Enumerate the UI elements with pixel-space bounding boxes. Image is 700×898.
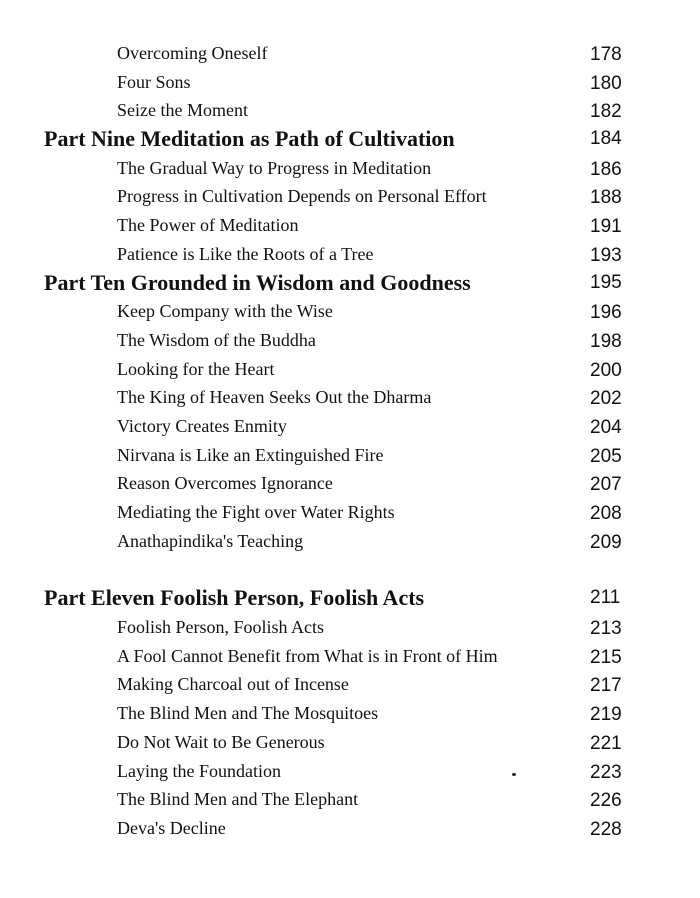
entry-title: Seize the Moment	[117, 100, 248, 121]
page-number: 196	[590, 302, 622, 324]
entry-title: The Wisdom of the Buddha	[117, 329, 316, 350]
part-title: Part Ten Grounded in Wisdom and Goodness	[44, 269, 471, 295]
entry-title: Progress in Cultivation Depends on Personal Effort	[117, 186, 487, 207]
toc-entry	[0, 40, 700, 69]
toc-entry	[0, 298, 700, 327]
toc-entry	[0, 356, 700, 385]
page-number: 198	[590, 330, 622, 352]
page-number: 204	[590, 416, 622, 438]
toc-entry	[0, 384, 700, 413]
entry-title: Anathapindika's Teaching	[117, 530, 304, 551]
page-number: 208	[590, 503, 622, 524]
toc-group-part-eleven	[0, 585, 700, 843]
page-number: 228	[590, 818, 622, 840]
page-number: 205	[590, 445, 622, 467]
page-number: 221	[590, 732, 622, 754]
toc-entry	[0, 700, 700, 729]
page-number: 215	[590, 646, 622, 668]
entry-title: Four Sons	[117, 71, 191, 92]
page-number: 178	[590, 44, 622, 65]
page-number: 226	[590, 790, 622, 812]
entry-title: Victory Creates Enmity	[117, 415, 287, 436]
entry-title: Making Charcoal out of Incense	[117, 674, 349, 695]
toc-entry	[0, 212, 700, 241]
entry-title: Reason Overcomes Ignorance	[117, 473, 333, 494]
toc-entry	[0, 729, 700, 758]
toc-entry	[0, 528, 700, 557]
toc-entry	[0, 155, 700, 184]
page-number: 223	[590, 761, 622, 783]
page-number: 193	[590, 244, 622, 266]
entry-title: The Blind Men and The Elephant	[117, 789, 359, 810]
toc-entry	[0, 758, 700, 787]
entry-title: Patience is Like the Roots of a Tree	[117, 243, 374, 264]
entry-title: A Fool Cannot Benefit from What is in Front of Him	[117, 645, 498, 666]
print-speck	[512, 773, 516, 776]
page-number: 180	[590, 72, 622, 94]
page-number: 186	[590, 158, 622, 180]
page-number: 209	[590, 531, 622, 553]
entry-title: The Power of Meditation	[117, 215, 299, 236]
toc-entry	[0, 413, 700, 442]
toc-entry	[0, 183, 700, 212]
entry-title: Keep Company with the Wise	[117, 301, 333, 322]
page-number: 213	[590, 618, 622, 640]
toc-part-heading	[0, 270, 700, 299]
entry-title: Overcoming Oneself	[117, 43, 268, 63]
toc-entry	[0, 69, 700, 98]
toc-entry	[0, 643, 700, 672]
entry-title: Mediating the Fight over Water Rights	[117, 502, 395, 522]
page-number: 182	[590, 101, 622, 123]
toc-entry	[0, 671, 700, 700]
page-number: 211	[590, 587, 621, 609]
page-number: 217	[590, 675, 622, 697]
entry-title: Nirvana is Like an Extinguished Fire	[117, 444, 384, 465]
part-title: Part Nine Meditation as Path of Cultivation	[44, 126, 455, 152]
toc-entry	[0, 97, 700, 126]
entry-title: Laying the Foundation	[117, 760, 281, 781]
page-number: 202	[590, 388, 622, 410]
entry-title: Looking for the Heart	[117, 358, 275, 379]
page-number: 188	[590, 187, 622, 209]
toc-entry	[0, 442, 700, 471]
page-number: 184	[590, 128, 622, 150]
toc-entry	[0, 614, 700, 643]
part-title: Part Eleven Foolish Person, Foolish Acts	[44, 585, 425, 611]
toc-entry	[0, 786, 700, 815]
section-gap	[0, 556, 700, 585]
page-number: 191	[590, 216, 622, 238]
page-number: 219	[590, 704, 622, 726]
entry-title: Foolish Person, Foolish Acts	[117, 617, 325, 638]
toc-part-heading	[0, 126, 700, 155]
page-number: 195	[590, 271, 622, 293]
page-number: 207	[590, 474, 622, 496]
toc-entry	[0, 815, 700, 844]
toc-entry	[0, 470, 700, 499]
table-of-contents	[0, 40, 700, 844]
toc-entry	[0, 499, 700, 528]
page-number: 200	[590, 359, 622, 381]
entry-title: The King of Heaven Seeks Out the Dharma	[117, 387, 432, 408]
entry-title: The Gradual Way to Progress in Meditation	[117, 157, 432, 178]
entry-title: Deva's Decline	[117, 817, 226, 838]
toc-entry	[0, 241, 700, 270]
toc-part-heading	[0, 585, 700, 614]
entry-title: The Blind Men and The Mosquitoes	[117, 703, 379, 724]
toc-group-parts-nine-ten	[0, 40, 700, 556]
entry-title: Do Not Wait to Be Generous	[117, 731, 325, 752]
toc-entry	[0, 327, 700, 356]
